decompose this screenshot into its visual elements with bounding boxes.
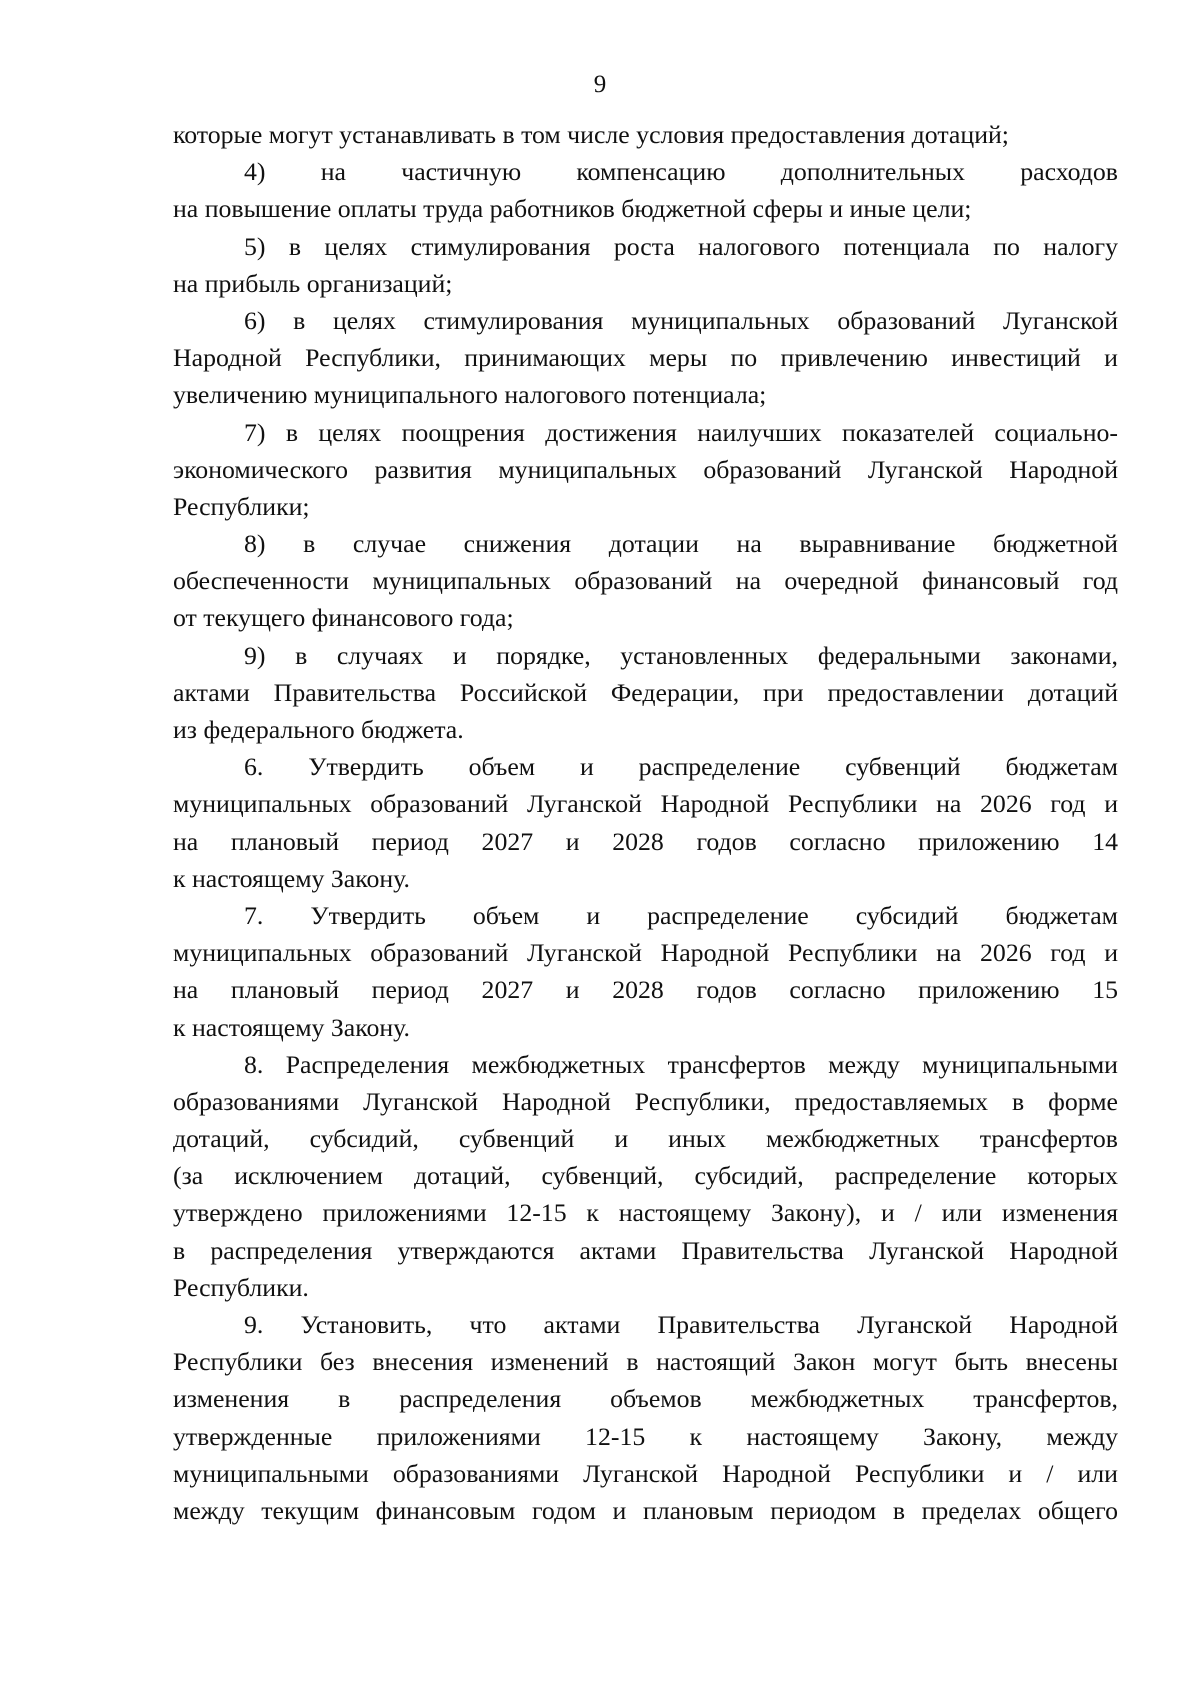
text-line: муниципальными образованиями Луганской Народной Республики и / или (173, 1458, 1118, 1488)
text-line: 8. Распределения межбюджетных трансфертов между муниципальными (244, 1049, 1118, 1079)
text-line: Республики; (173, 491, 310, 521)
text-line: утверждено приложениями 12-15 к настоящему Закону), и / или изменения (173, 1198, 1118, 1228)
text-line: утвержденные приложениями 12-15 к настоящему Закону, между (173, 1421, 1118, 1451)
text-line: из федерального бюджета. (173, 715, 464, 744)
text-line: от текущего финансового года; (173, 603, 514, 633)
text-line: 8) в случае снижения дотации на выравнивание бюджетной (244, 529, 1118, 559)
text-line: Республики без внесения изменений в настоящий Закон могут быть внесены (173, 1347, 1118, 1377)
text-line: 7) в целях поощрения достижения наилучших показателей социально- (244, 417, 1118, 447)
text-line: 6) в целях стимулирования муниципальных образований Луганской (244, 305, 1118, 335)
text-line: к настоящему Закону. (173, 1012, 410, 1042)
text-line: изменения в распределения объемов межбюджетных трансфертов, (173, 1384, 1118, 1414)
text-line: в распределения утверждаются актами Правительства Луганской Народной (173, 1235, 1118, 1265)
text-line: дотаций, субсидий, субвенций и иных межбюджетных трансфертов (173, 1124, 1118, 1154)
text-line: 4) на частичную компенсацию дополнительных расходов (244, 157, 1118, 187)
page-number: 9 (593, 71, 607, 98)
text-line: увеличению муниципального налогового потенциала; (173, 380, 767, 410)
text-line: 9. Установить, что актами Правительства Луганской Народной (244, 1310, 1118, 1339)
text-line: (за исключением дотаций, субвенций, субсидий, распределение которых (173, 1161, 1118, 1191)
text-line: 9) в случаях и порядке, установленных федеральными законами, (244, 640, 1118, 670)
text-line: муниципальных образований Луганской Народной Республики на 2026 год и (173, 938, 1118, 968)
document-body (173, 116, 1118, 1529)
text-line: на плановый период 2027 и 2028 годов согласно приложению 14 (173, 826, 1118, 856)
text-line: 6. Утвердить объем и распределение субвенций бюджетам (244, 752, 1118, 782)
text-line: 5) в целях стимулирования роста налогового потенциала по налогу (244, 231, 1118, 261)
text-line: Республики. (173, 1272, 309, 1302)
text-line: экономического развития муниципальных образований Луганской Народной (173, 454, 1118, 484)
text-line: актами Правительства Российской Федерации, при предоставлении дотаций (173, 677, 1118, 707)
text-line: образованиями Луганской Народной Республики, предоставляемых в форме (173, 1086, 1118, 1116)
text-line: Народной Республики, принимающих меры по привлечению инвестиций и (173, 343, 1118, 373)
text-line: на плановый период 2027 и 2028 годов согласно приложению 15 (173, 975, 1118, 1005)
text-line: которые могут устанавливать в том числе условия предоставления дотаций; (173, 120, 1009, 149)
text-line: на повышение оплаты труда работников бюджетной сферы и иные цели; (173, 194, 972, 224)
text-line: между текущим финансовым годом и плановым периодом в пределах общего (173, 1495, 1118, 1525)
text-line: муниципальных образований Луганской Народной Республики на 2026 год и (173, 789, 1118, 819)
text-line: на прибыль организаций; (173, 268, 453, 298)
text-line: к настоящему Закону. (173, 863, 410, 893)
text-line: 7. Утвердить объем и распределение субсидий бюджетам (244, 900, 1118, 930)
text-line: обеспеченности муниципальных образований на очередной финансовый год (173, 566, 1118, 596)
